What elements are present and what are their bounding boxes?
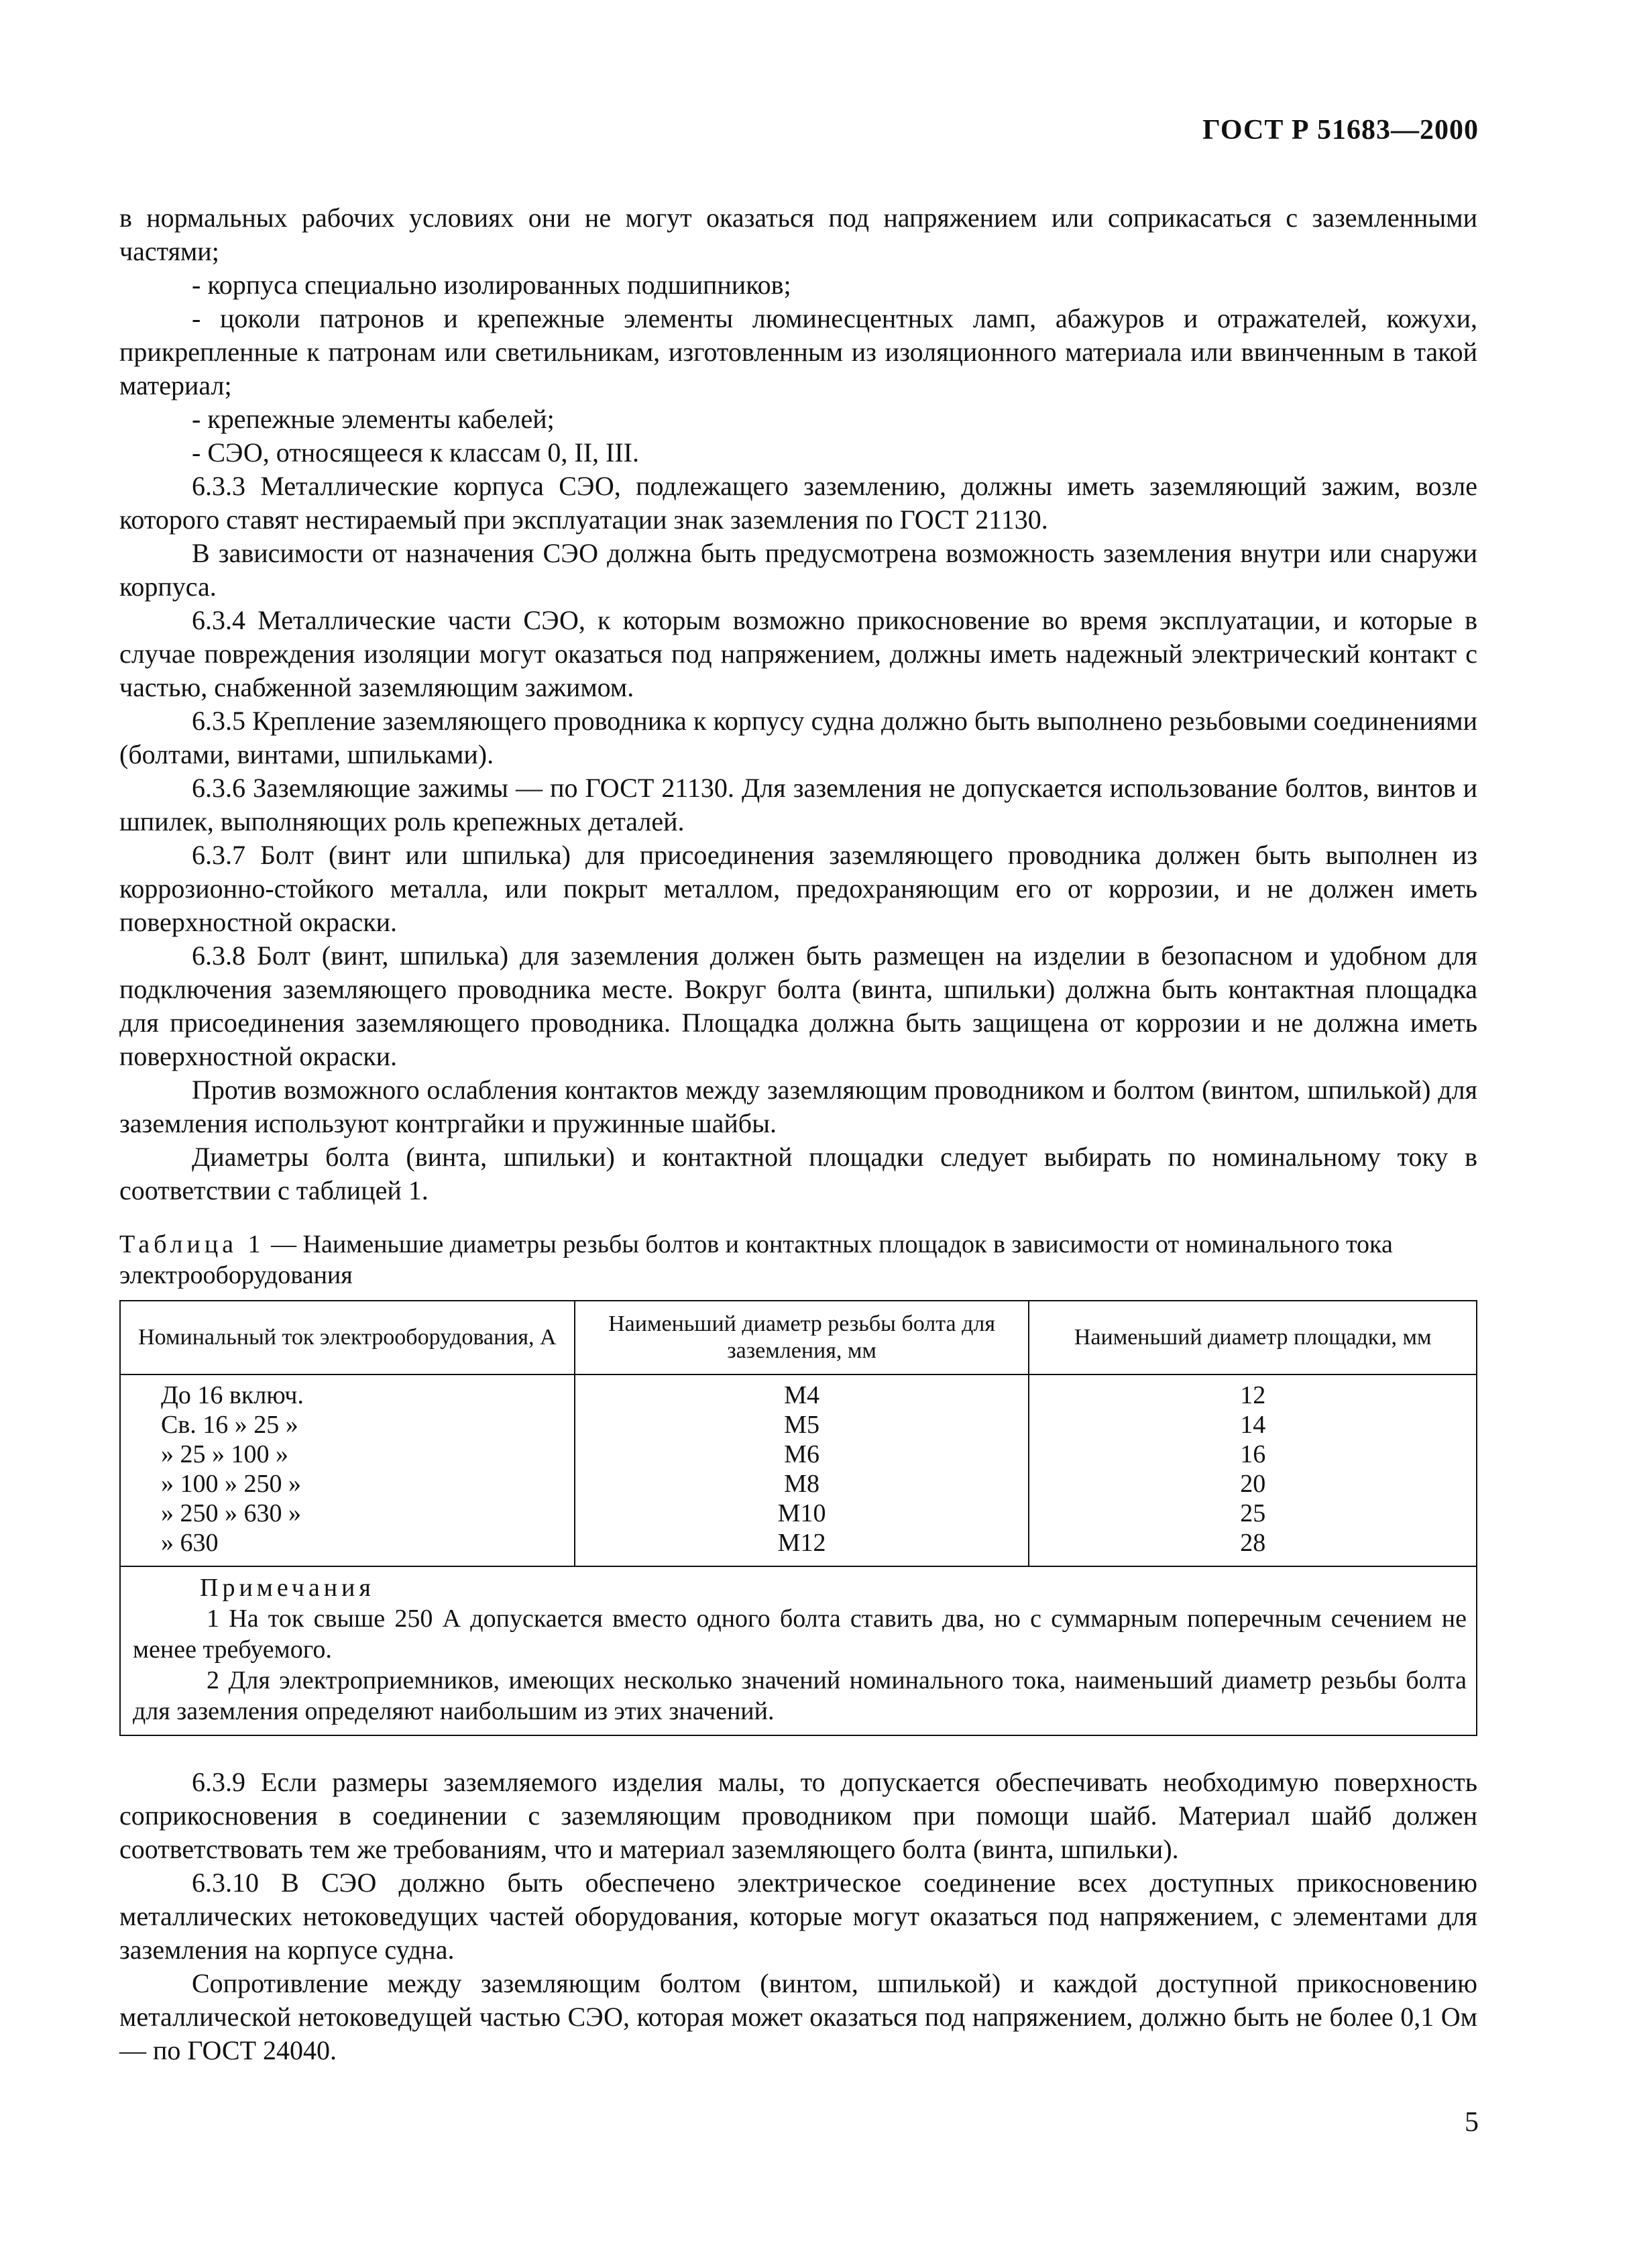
table-cell: Св. 16 » 25 » <box>161 1411 298 1439</box>
clause-6-3-10: 6.3.10 В СЭО должно быть обеспечено электрическое соединение всех доступных прикосновению металлических нетоковедущих частей оборудования, которые могут оказаться под напряжением, с элементами для заземления на корпусе судна. <box>119 1868 1477 1965</box>
clause-6-3-3-note: В зависимости от назначения СЭО должна быть предусмотрена возможность заземления внутри или снаружи корпуса. <box>119 538 1477 602</box>
table-header-current: Номинальный ток электрооборудования, А <box>120 1301 575 1374</box>
clause-6-3-8-diameters: Диаметры болта (винта, шпильки) и контактной площадки следует выбирать по номинальному току в соответствии с таблицей 1. <box>119 1142 1477 1205</box>
table-cell: 16 <box>1240 1440 1266 1468</box>
clause-6-3-7: 6.3.7 Болт (винт или шпилька) для присоединения заземляющего проводника должен быть выполнен из коррозионно-стойкого металла, или покрыт металлом, предохраняющим его от коррозии, и не должен иметь поверхностной окраски. <box>119 840 1477 937</box>
table-cell: 14 <box>1240 1411 1266 1439</box>
document-body <box>119 201 1477 2067</box>
clause-6-3-3: 6.3.3 Металлические корпуса СЭО, подлежащего заземлению, должны иметь заземляющий зажим, возле которого ставят нестираемый при эксплуатации знак заземления по ГОСТ 21130. <box>119 471 1477 535</box>
table-caption <box>119 1229 1477 1291</box>
table-cell: М8 <box>784 1470 819 1498</box>
table-cell: 12 <box>1240 1381 1266 1409</box>
list-item: - цоколи патронов и крепежные элементы люминесцентных ламп, абажуров и отражателей, кожухи, прикрепленные к патронам или светильникам, изготовленным из изоляционного материала или ввинченным в такой материал; <box>119 303 1477 400</box>
table-column-pad <box>1029 1374 1477 1566</box>
table-header-pad-diameter: Наименьший диаметр площадки, мм <box>1029 1301 1477 1374</box>
table-cell: 25 <box>1240 1499 1266 1527</box>
list-item: - СЭО, относящееся к классам 0, II, III. <box>192 437 639 468</box>
table-cell: 20 <box>1240 1470 1266 1498</box>
table-cell: » 100 » 250 » <box>161 1470 301 1498</box>
notes-title: Примечания <box>200 1574 375 1602</box>
table-cell: М6 <box>784 1440 819 1468</box>
table-cell: До 16 включ. <box>161 1381 304 1409</box>
table-cell: М12 <box>777 1529 826 1557</box>
clause-6-3-8: 6.3.8 Болт (винт, шпилька) для заземления должен быть размещен на изделии в безопасном и удобном для подключения заземляющего проводника месте. Вокруг болта (винта, шпильки) должна быть контактная площадка для присоединения заземляющего проводника. Площадка должна быть защищена от коррозии и не должна иметь поверхностной окраски. <box>119 940 1477 1071</box>
clause-6-3-5: 6.3.5 Крепление заземляющего проводника к корпусу судна должно быть выполнено резьбовыми соединениями (болтами, винтами, шпильками). <box>119 706 1477 769</box>
table-cell: М5 <box>784 1411 819 1439</box>
table-column-current <box>120 1374 575 1566</box>
clause-6-3-9: 6.3.9 Если размеры заземляемого изделия малы, то допускается обеспечивать необходимую поверхность соприкосновения в соединении с заземляющим проводником при помощи шайб. Материал шайб должен соответствовать тем же требованиям, что и материал заземляющего болта (винта, шпильки). <box>119 1767 1477 1864</box>
table-caption-label: Таблица 1 <box>119 1230 265 1258</box>
table-column-bolt <box>575 1374 1029 1566</box>
paragraph-continuation: в нормальных рабочих условиях они не могут оказаться под напряжением или соприкасаться с заземленными частями; <box>119 203 1477 266</box>
post-table-section <box>119 1766 1477 2067</box>
table-note-1: 1 На ток свыше 250 А допускается вместо одного болта ставить два, но с суммарным поперечным сечением не менее требуемого. <box>133 1605 1467 1664</box>
table-cell: 28 <box>1240 1529 1266 1557</box>
table-header-bolt-diameter: Наименьший диаметр резьбы болта для заземления, мм <box>575 1301 1029 1374</box>
clause-6-3-4: 6.3.4 Металлические части СЭО, к которым возможно прикосновение во время эксплуатации, и которые в случае повреждения изоляции могут оказаться под напряжением, должны иметь надежный электрический контакт с частью, снабженной заземляющим зажимом. <box>119 605 1477 702</box>
clause-6-3-6: 6.3.6 Заземляющие зажимы — по ГОСТ 21130. Для заземления не допускается использование болтов, винтов и шпилек, выполняющих роль крепежных деталей. <box>119 773 1477 836</box>
table-cell: » 250 » 630 » <box>161 1499 301 1527</box>
clause-6-3-10-resistance: Сопротивление между заземляющим болтом (винтом, шпилькой) и каждой доступной прикосновению металлической нетоковедущей частью СЭО, которая может оказаться под напряжением, должно быть не более 0,1 Ом — по ГОСТ 24040. <box>119 1968 1477 2065</box>
table-cell: » 630 <box>161 1529 219 1557</box>
table-cell: М10 <box>777 1499 826 1527</box>
document-header: ГОСТ Р 51683—2000 <box>1202 115 1479 146</box>
table-cell: » 25 » 100 » <box>161 1440 288 1468</box>
table-1 <box>119 1300 1477 1736</box>
table-cell: М4 <box>784 1381 819 1409</box>
clause-6-3-8-contacts: Против возможного ослабления контактов между заземляющим проводником и болтом (винтом, шпилькой) для заземления используют контргайки и пружинные шайбы. <box>119 1075 1477 1138</box>
table-caption-text: — Наименьшие диаметры резьбы болтов и контактных площадок в зависимости от номинального тока электрооборудования <box>119 1230 1393 1289</box>
page-number: 5 <box>1465 2107 1479 2138</box>
list-item: - крепежные элементы кабелей; <box>192 404 555 434</box>
table-note-2: 2 Для электроприемников, имеющих несколько значений номинального тока, наименьший диаметр резьбы болта для заземления определяют наибольшим из этих значений. <box>133 1666 1467 1725</box>
table-notes <box>120 1566 1477 1735</box>
list-item: - корпуса специально изолированных подшипников; <box>192 270 791 300</box>
